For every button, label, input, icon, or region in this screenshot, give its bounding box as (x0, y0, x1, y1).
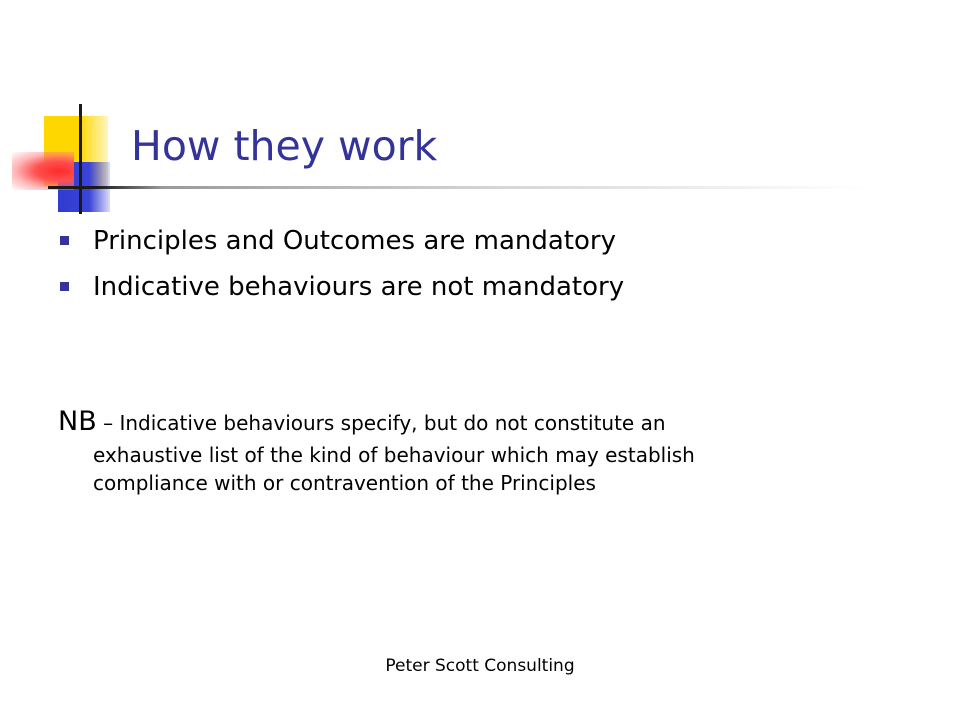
note-continuation-line: exhaustive list of the kind of behaviour which may establish (93, 443, 695, 467)
bullet-list (60, 222, 624, 314)
bullet-text: Indicative behaviours are not mandatory (93, 272, 625, 302)
bullet-text: Principles and Outcomes are mandatory (93, 226, 616, 256)
slide-title: How they work (131, 122, 438, 170)
bullet-item (60, 222, 624, 268)
note-continuation (58, 441, 858, 497)
note-continuation-line: compliance with or contravention of the Principles (93, 471, 596, 495)
square-bullet-icon (60, 282, 69, 291)
title-underline (48, 186, 868, 189)
square-bullet-icon (60, 236, 69, 245)
note-first-line-text: – Indicative behaviours specify, but do not constitute an (96, 411, 666, 435)
note-paragraph (58, 404, 858, 497)
note-lead: NB (58, 406, 97, 437)
decorative-vertical-line (79, 104, 82, 214)
note-first-line (58, 404, 858, 441)
decorative-red-square (12, 152, 74, 190)
bullet-item (60, 268, 624, 314)
slide-footer: Peter Scott Consulting (385, 656, 575, 676)
